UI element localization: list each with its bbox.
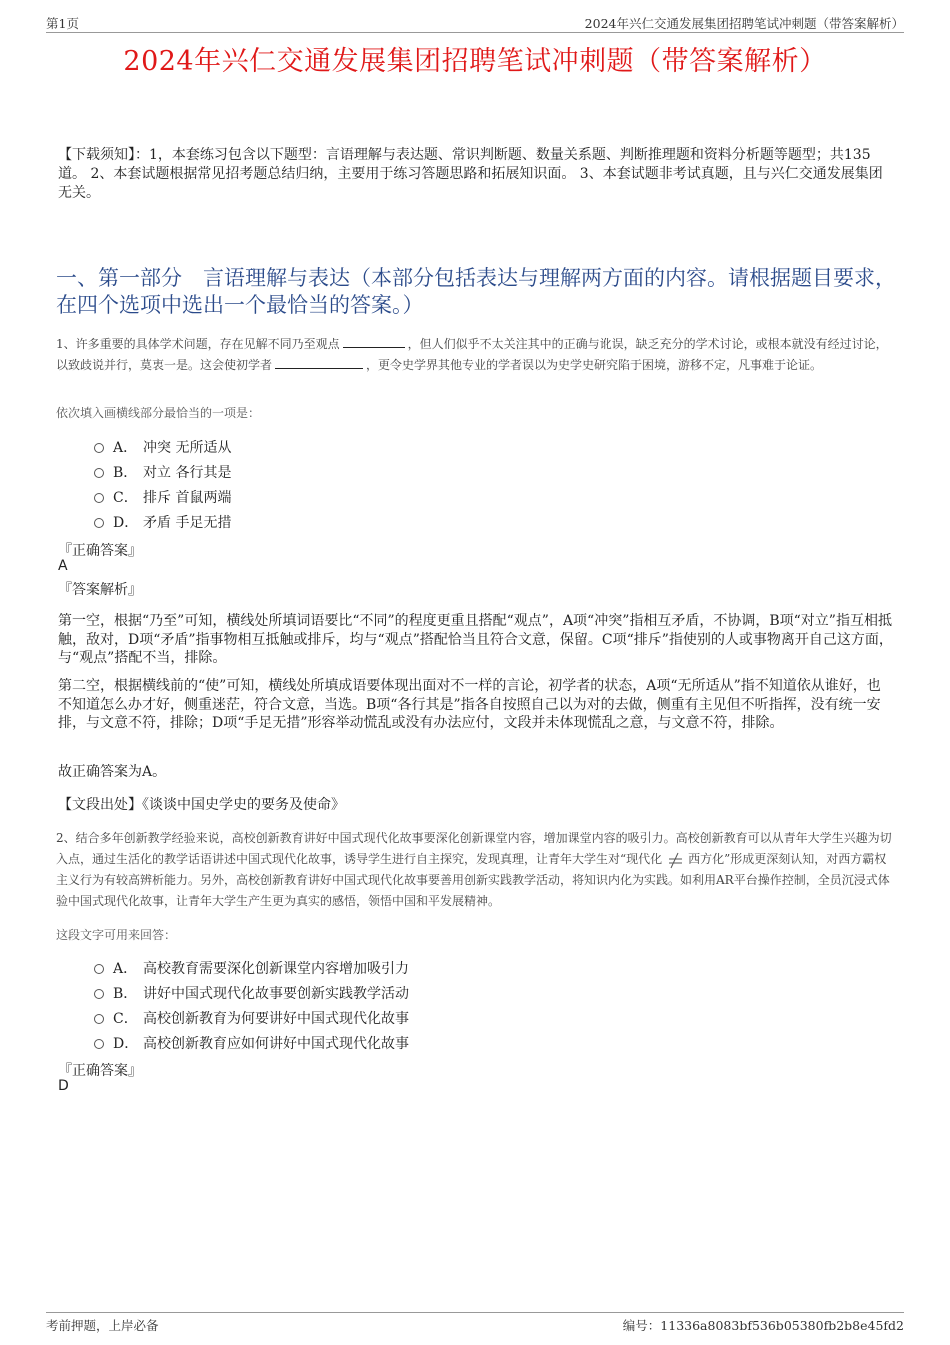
footer-slogan: 考前押题，上岸必备 <box>46 1318 159 1333</box>
analysis-label: 『答案解析』 <box>58 582 142 598</box>
option-c[interactable]: C． 排斥 首鼠两端 <box>94 486 231 511</box>
radio-icon[interactable] <box>94 1039 104 1049</box>
option-c[interactable]: C． 高校创新教育为何要讲好中国式现代化故事 <box>94 1007 409 1032</box>
analysis-paragraph-1: 第一空，根据“乃至”可知，横线处所填词语要比“不同”的程度更重且搭配“观点”，A项“冲突”指相互矛盾，不协调，B项“对立”指互相抵触，敌对，D项“矛盾”指事物相互抵触或排斥，均与“观点”搭配恰当且符合文意，保留。C项“排斥”指使别的人或事物离开自己这方面，与“观点”搭配不当，排除。 <box>58 613 893 666</box>
option-d[interactable]: D． 矛盾 手足无措 <box>94 511 231 536</box>
radio-icon[interactable] <box>94 989 104 999</box>
correct-answer: D <box>58 1078 69 1094</box>
radio-icon[interactable] <box>94 443 104 453</box>
question-1-text-c: ，更令史学界其他专业的学者误以为史学史研究陷于困境，游移不定，凡事难于论证。 <box>366 358 823 372</box>
document-title: 2024年兴仁交通发展集团招聘笔试冲刺题（带答案解析） <box>123 46 827 77</box>
option-b[interactable]: B． 对立 各行其是 <box>94 461 231 486</box>
radio-icon[interactable] <box>94 468 104 478</box>
download-notice: 【下载须知】：1，本套练习包含以下题型：言语理解与表达题、常识判断题、数量关系题、判断推理题和资料分析题等题型；共135道。 2、本套试题根据常见招考题总结归纳，主要用于练习答题思路和拓展知识面。 3、本套试题非考试真题，且与兴仁交通发展集团无关。 <box>58 147 883 201</box>
document-id: 编号：11336a8083bf536b05380fb2b8e45fd2 <box>622 1318 904 1333</box>
passage-source: 【文段出处】《谈谈中国史学史的要务及使命》 <box>58 797 345 813</box>
question-2-options <box>94 957 409 1057</box>
section-heading: 一、第一部分 言语理解与表达（本部分包括表达与理解两方面的内容。请根据题目要求，在四个选项中选出一个最恰当的答案。） <box>56 266 896 317</box>
answer-label: 『正确答案』 <box>58 1063 142 1079</box>
option-b[interactable]: B． 讲好中国式现代化故事要创新实践教学活动 <box>94 982 409 1007</box>
question-2-text-a: 2、结合多年创新教学经验来说，高校创新教育讲好中国式现代化故事要深化创新课堂内容，增加课堂内容的吸引力。高校创新教育可以从青年大学生兴趣为切入点，通过生活化的教学话语讲述中国式现代化故事，诱导学生进行自主探究，发现真理，让青年大学生对“现代化 <box>56 831 892 866</box>
analysis-paragraph-2: 第二空，根据横线前的“使”可知，横线处所填成语要体现出面对不一样的言论，初学者的状态，A项“无所适从”指不知道依从谁好，也不知道怎么办才好，侧重迷茫，符合文意，当选。B项“各行其是”指各自按照自己以为对的去做，侧重有主见但不听指挥，没有统一安排，与文意不符，排除；D项“手足无措”形容举动慌乱或没有办法应付，文段并未体现慌乱之意，与文意不符，排除。 <box>58 678 881 731</box>
radio-icon[interactable] <box>94 964 104 974</box>
question-1-prompt: 依次填入画横线部分最恰当的一项是： <box>56 406 261 420</box>
question-2-stem <box>56 828 896 912</box>
page-number: 第1页 <box>46 16 79 31</box>
not-equal-icon <box>666 851 684 869</box>
answer-label: 『正确答案』 <box>58 543 142 559</box>
analysis-conclusion: 故正确答案为A。 <box>58 764 167 780</box>
option-a[interactable]: A． 冲突 无所适从 <box>94 436 231 461</box>
fill-blank-1 <box>343 335 405 348</box>
option-d[interactable]: D． 高校创新教育应如何讲好中国式现代化故事 <box>94 1032 409 1057</box>
question-1-options <box>94 436 231 536</box>
page-footer <box>46 1312 904 1333</box>
question-1-text-a: 1、许多重要的具体学术问题，存在见解不同乃至观点 <box>56 337 340 351</box>
option-a[interactable]: A． 高校教育需要深化创新课堂内容增加吸引力 <box>94 957 409 982</box>
question-2-text-b: 西方化”形成更深刻认知，对西方霸权主义行为有较高辨析能力。另外，高校创新教育讲好中国式现代化故事要善用创新实践教学活动，将知识内化为实践。如利用AR平台操作控制，全员沉浸式体验中国式现代化故事，让青年大学生产生更为真实的感悟，领悟中国和平发展精神。 <box>56 852 890 908</box>
radio-icon[interactable] <box>94 493 104 503</box>
question-1-text-b: ，但人们似乎不太关注其中的正确与讹误，缺乏充分的学术讨论，或根本就没有经过讨论，以致歧说并行，莫衷一是。这会使初学者 <box>56 337 888 372</box>
radio-icon[interactable] <box>94 1014 104 1024</box>
header-doc-title: 2024年兴仁交通发展集团招聘笔试冲刺题（带答案解析） <box>584 16 904 31</box>
correct-answer: A <box>58 558 68 574</box>
radio-icon[interactable] <box>94 518 104 528</box>
fill-blank-2 <box>275 356 363 369</box>
question-1-stem <box>56 334 896 376</box>
page-header <box>46 14 904 33</box>
question-2-prompt: 这段文字可用来回答： <box>56 928 177 942</box>
